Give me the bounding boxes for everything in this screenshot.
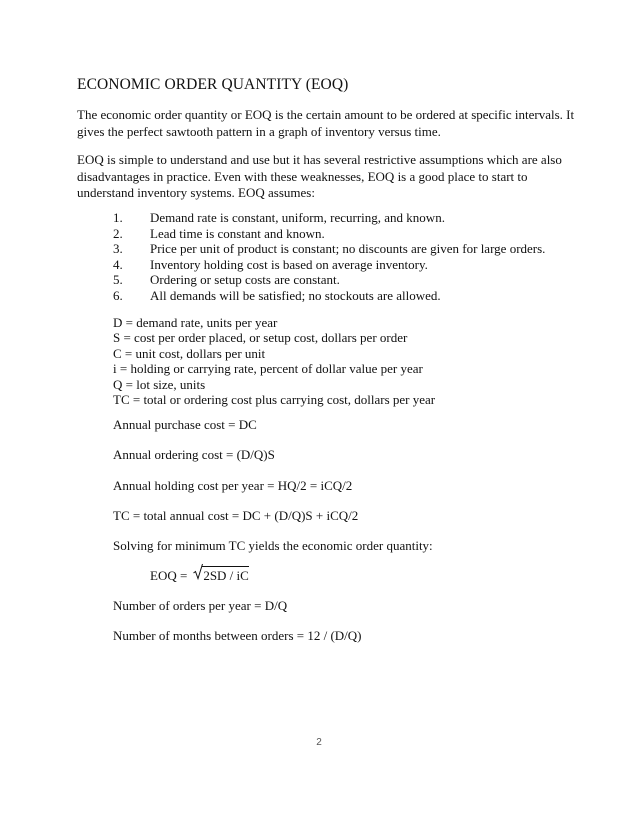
solving-statement: Solving for minimum TC yields the economic order quantity: [113,538,433,553]
eoq-radicand: 2SD / iC [203,568,249,583]
list-number: 5. [113,272,123,287]
definition-line: S = cost per order placed, or setup cost, dollars per order [113,330,408,346]
list-item [113,210,545,226]
radical-sign-icon [193,563,203,581]
list-item [113,272,545,288]
definition-line: TC = total or ordering cost plus carrying cost, dollars per year [113,392,436,408]
assumptions-intro-line: EOQ is simple to understand and use but it has several restrictive assumptions which are also [77,152,562,167]
eoq-lhs: EOQ = [150,568,188,583]
list-text: Demand rate is constant, uniform, recurring, and known. [150,210,445,225]
total-cost-equation: TC = total annual cost = DC + (D/Q)S + iCQ/2 [113,508,359,523]
list-item [113,226,545,242]
list-item [113,257,545,273]
assumptions-intro-line: understand inventory systems. EOQ assumes: [77,185,315,200]
variable-definitions [113,315,435,407]
page-title: ECONOMIC ORDER QUANTITY (EOQ) [77,76,349,93]
list-text: All demands will be satisfied; no stockouts are allowed. [150,287,441,303]
assumptions-intro-line: disadvantages in practice. Even with these weaknesses, EOQ is a good place to start to [77,168,528,184]
intro-line: The economic order quantity or EOQ is the certain amount to be ordered at specific intervals. It [77,107,575,122]
list-number: 6. [113,287,123,303]
holding-cost-equation: Annual holding cost per year = HQ/2 = iCQ/2 [113,478,353,493]
list-text: Ordering or setup costs are constant. [150,272,340,287]
definition-line: C = unit cost, dollars per unit [113,345,266,361]
list-text: Lead time is constant and known. [150,225,325,241]
list-text: Price per unit of product is constant; no discounts are given for large orders. [150,241,546,256]
months-between-orders-equation: Number of months between orders = 12 / (D/Q) [113,628,362,643]
intro-line: gives the perfect sawtooth pattern in a graph of inventory versus time. [77,123,441,139]
orders-per-year-equation: Number of orders per year = D/Q [113,598,288,613]
square-root [193,566,249,584]
page-number: 2 [316,737,322,748]
assumptions-intro-paragraph [77,152,577,202]
definition-line: Q = lot size, units [113,376,206,392]
list-number: 3. [113,241,123,256]
purchase-cost-equation: Annual purchase cost = DC [113,417,257,432]
assumptions-list [113,210,545,303]
list-text: Inventory holding cost is based on average inventory. [150,256,428,272]
definition-line: D = demand rate, units per year [113,315,278,330]
list-item [113,288,545,304]
list-number: 4. [113,256,123,272]
list-number: 1. [113,210,123,225]
list-item [113,241,545,257]
definition-line: i = holding or carrying rate, percent of dollar value per year [113,361,423,377]
list-number: 2. [113,225,123,241]
intro-paragraph [77,107,577,140]
ordering-cost-equation: Annual ordering cost = (D/Q)S [113,447,275,462]
eoq-formula [150,566,249,584]
